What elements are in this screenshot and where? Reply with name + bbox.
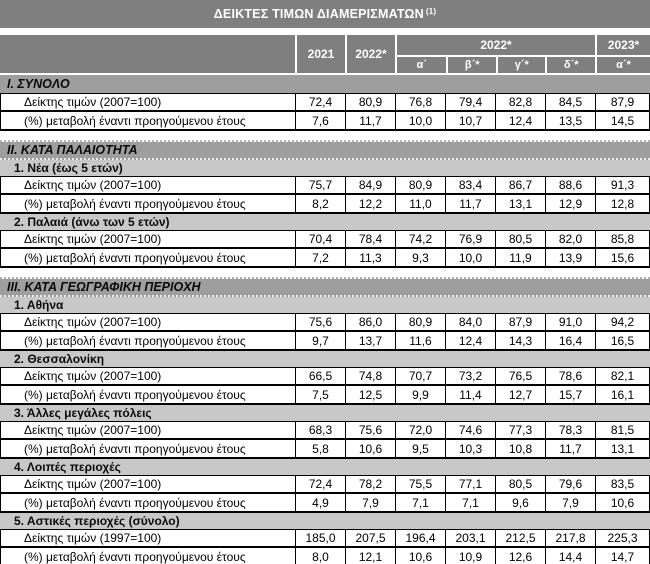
value-cell: 78,3: [545, 422, 595, 438]
row-label: (%) μεταβολή έναντι προηγούμενου έτους: [24, 333, 246, 348]
value-cell: 73,2: [445, 368, 495, 384]
value-cell: 82,8: [495, 94, 545, 110]
row-label: (%) μεταβολή έναντι προηγούμενου έτους: [24, 549, 246, 564]
value-cell: 79,4: [445, 94, 495, 110]
row-label: (%) μεταβολή έναντι προηγούμενου έτους: [24, 387, 246, 402]
value-cell: 11,4: [445, 386, 495, 403]
value-cell: 82,0: [545, 231, 595, 247]
value-cell: 84,0: [445, 314, 495, 330]
value-cell: 72,0: [395, 422, 445, 438]
value-cell: 12,1: [345, 548, 395, 564]
value-cell: 13,1: [595, 440, 649, 457]
row-label: Δείκτης τιμών (2007=100): [24, 178, 162, 192]
col-header-q2: β´*: [446, 57, 496, 73]
value-cell: 13,7: [345, 332, 395, 349]
col-header-q1: α´: [416, 59, 427, 71]
value-cell: 75,7: [295, 177, 345, 193]
table-row: [0, 440, 650, 459]
col-header-2021: 2021: [295, 35, 345, 73]
value-cell: 8,2: [295, 195, 345, 212]
value-cell: 84,5: [545, 94, 595, 110]
value-cell: 7,1: [445, 494, 495, 511]
value-cell: 12,4: [445, 332, 495, 349]
value-cell: 10,7: [445, 112, 495, 129]
value-cell: 13,1: [495, 195, 545, 212]
row-label: (%) μεταβολή έναντι προηγούμενου έτους: [24, 196, 246, 211]
value-cell: 10,6: [595, 494, 649, 511]
value-cell: 13,9: [545, 249, 595, 266]
subsection-band-athens: 1. Αθήνα: [0, 297, 650, 313]
value-cell: 75,5: [395, 476, 445, 492]
value-cell: 4,9: [295, 494, 345, 511]
value-cell: 7,2: [295, 249, 345, 266]
value-cell: 196,4: [395, 530, 445, 546]
value-cell: 68,3: [295, 422, 345, 438]
table-row: [0, 332, 650, 351]
section-band-by-age: II. ΚΑΤΑ ΠΑΛΑΙΟΤΗΤΑ: [0, 142, 650, 160]
value-cell: 11,9: [495, 249, 545, 266]
table-row: [0, 421, 650, 440]
col-header-2023-group: [595, 35, 650, 73]
value-cell: 75,6: [345, 422, 395, 438]
value-cell: 14,3: [495, 332, 545, 349]
value-cell: 87,9: [495, 314, 545, 330]
value-cell: 77,3: [495, 422, 545, 438]
section-band-total: I. ΣΥΝΟΛΟ: [0, 75, 650, 93]
header-spacer-cell: [0, 35, 295, 73]
value-cell: 72,4: [295, 476, 345, 492]
table-row: [0, 367, 650, 386]
subsection-band-old: 2. Παλαιά (άνω των 5 ετών): [0, 214, 650, 230]
value-cell: 7,6: [295, 112, 345, 129]
value-cell: 8,0: [295, 548, 345, 564]
value-cell: 9,9: [395, 386, 445, 403]
col-header-2023: 2023*: [597, 35, 650, 57]
table-row: [0, 112, 650, 131]
value-cell: 80,5: [495, 231, 545, 247]
section-band-by-region: III. ΚΑΤΑ ΓΕΩΓΡΑΦΙΚΗ ΠΕΡΙΟΧΗ: [0, 279, 650, 297]
col-header-2022-quarters-group: [395, 35, 595, 73]
value-cell: 88,6: [545, 177, 595, 193]
value-cell: 86,7: [495, 177, 545, 193]
col-header-q4: δ´*: [545, 57, 595, 73]
value-cell: 78,2: [345, 476, 395, 492]
value-cell: 80,5: [495, 476, 545, 492]
value-cell: 10,0: [395, 112, 445, 129]
value-cell: 82,1: [595, 368, 649, 384]
row-label: (%) μεταβολή έναντι προηγούμενου έτους: [24, 495, 246, 510]
value-cell: 12,2: [345, 195, 395, 212]
value-cell: 14,7: [595, 548, 649, 564]
value-cell: 74,2: [395, 231, 445, 247]
row-label: (%) μεταβολή έναντι προηγούμενου έτους: [24, 250, 246, 265]
value-cell: 207,5: [345, 530, 395, 546]
row-label: (%) μεταβολή έναντι προηγούμενου έτους: [24, 441, 246, 456]
subsection-band-new: 1. Νέα (έως 5 ετών): [0, 160, 650, 176]
value-cell: 9,6: [495, 494, 545, 511]
value-cell: 10,9: [445, 548, 495, 564]
value-cell: 66,5: [295, 368, 345, 384]
col-header-2023-q1: α´*: [616, 59, 631, 71]
value-cell: 10,6: [345, 440, 395, 457]
value-cell: 74,6: [445, 422, 495, 438]
table-row: [0, 494, 650, 513]
row-label: Δείκτης τιμών (2007=100): [24, 423, 162, 437]
value-cell: 14,4: [545, 548, 595, 564]
value-cell: 81,5: [595, 422, 649, 438]
value-cell: 185,0: [295, 530, 345, 546]
value-cell: 16,5: [595, 332, 649, 349]
col-header-2022-group-label: 2022*: [397, 35, 595, 57]
value-cell: 225,3: [595, 530, 649, 546]
subsection-band-thessaloniki: 2. Θεσσαλονίκη: [0, 351, 650, 367]
value-cell: 11,7: [445, 195, 495, 212]
value-cell: 12,5: [345, 386, 395, 403]
table-row: [0, 313, 650, 332]
value-cell: 15,6: [595, 249, 649, 266]
value-cell: 84,9: [345, 177, 395, 193]
value-cell: 12,9: [545, 195, 595, 212]
value-cell: 85,8: [595, 231, 649, 247]
value-cell: 94,2: [595, 314, 649, 330]
value-cell: 80,9: [395, 177, 445, 193]
table-row: [0, 195, 650, 214]
value-cell: 212,5: [495, 530, 545, 546]
value-cell: 91,3: [595, 177, 649, 193]
col-header-2022: 2022*: [345, 35, 395, 73]
value-cell: 7,9: [545, 494, 595, 511]
value-cell: 87,9: [595, 94, 649, 110]
value-cell: 74,8: [345, 368, 395, 384]
value-cell: 11,7: [545, 440, 595, 457]
value-cell: 78,4: [345, 231, 395, 247]
footnote-reference: (1): [425, 6, 437, 16]
row-label: Δείκτης τιμών (2007=100): [24, 232, 162, 246]
value-cell: 75,6: [295, 314, 345, 330]
row-label: Δείκτης τιμών (2007=100): [24, 315, 162, 329]
value-cell: 70,4: [295, 231, 345, 247]
value-cell: 11,6: [395, 332, 445, 349]
spacer: [0, 28, 650, 35]
value-cell: 76,5: [495, 368, 545, 384]
value-cell: 9,3: [395, 249, 445, 266]
value-cell: 12,7: [495, 386, 545, 403]
value-cell: 9,7: [295, 332, 345, 349]
value-cell: 14,5: [595, 112, 649, 129]
table-row: [0, 93, 650, 112]
value-cell: 78,6: [545, 368, 595, 384]
value-cell: 72,4: [295, 94, 345, 110]
table-row: [0, 475, 650, 494]
value-cell: 10,6: [395, 548, 445, 564]
table-row: [0, 176, 650, 195]
value-cell: 10,3: [445, 440, 495, 457]
value-cell: 203,1: [445, 530, 495, 546]
section-gap: [0, 268, 650, 279]
value-cell: 15,7: [545, 386, 595, 403]
value-cell: 79,6: [545, 476, 595, 492]
value-cell: 76,9: [445, 231, 495, 247]
table-title-bar: [0, 0, 650, 28]
value-cell: 217,8: [545, 530, 595, 546]
value-cell: 77,1: [445, 476, 495, 492]
value-cell: 10,0: [445, 249, 495, 266]
row-label: Δείκτης τιμών (1997=100): [24, 531, 162, 545]
value-cell: 10,8: [495, 440, 545, 457]
value-cell: 83,4: [445, 177, 495, 193]
table-row: [0, 386, 650, 405]
value-cell: 12,8: [595, 195, 649, 212]
value-cell: 86,0: [345, 314, 395, 330]
value-cell: 16,1: [595, 386, 649, 403]
value-cell: 7,1: [395, 494, 445, 511]
column-header-row: [0, 35, 650, 73]
value-cell: 80,9: [395, 314, 445, 330]
value-cell: 91,0: [545, 314, 595, 330]
value-cell: 7,5: [295, 386, 345, 403]
subsection-band-urban-areas: 5. Αστικές περιοχές (σύνολο): [0, 513, 650, 529]
table-row: [0, 548, 650, 564]
table-row: [0, 249, 650, 268]
value-cell: 80,9: [345, 94, 395, 110]
col-header-q3: γ´*: [496, 57, 546, 73]
table-row: [0, 529, 650, 548]
row-label: Δείκτης τιμών (2007=100): [24, 95, 162, 109]
value-cell: 16,4: [545, 332, 595, 349]
page-title: ΔΕΙΚΤΕΣ ΤΙΜΩΝ ΔΙΑΜΕΡΙΣΜΑΤΩΝ: [213, 7, 424, 21]
value-cell: 5,8: [295, 440, 345, 457]
table-row: [0, 230, 650, 249]
quarter-header-row: [397, 57, 595, 73]
row-label: (%) μεταβολή έναντι προηγούμενου έτους: [24, 113, 246, 128]
value-cell: 12,6: [495, 548, 545, 564]
value-cell: 11,0: [395, 195, 445, 212]
value-cell: 11,7: [345, 112, 395, 129]
value-cell: 83,5: [595, 476, 649, 492]
value-cell: 76,8: [395, 94, 445, 110]
row-label: Δείκτης τιμών (2007=100): [24, 477, 162, 491]
section-gap: [0, 131, 650, 142]
value-cell: 70,7: [395, 368, 445, 384]
value-cell: 7,9: [345, 494, 395, 511]
row-label: Δείκτης τιμών (2007=100): [24, 369, 162, 383]
value-cell: 13,5: [545, 112, 595, 129]
value-cell: 9,5: [395, 440, 445, 457]
value-cell: 12,4: [495, 112, 545, 129]
subsection-band-other-areas: 4. Λοιπές περιοχές: [0, 459, 650, 475]
value-cell: 11,3: [345, 249, 395, 266]
subsection-band-other-large-cities: 3. Άλλες μεγάλες πόλεις: [0, 405, 650, 421]
